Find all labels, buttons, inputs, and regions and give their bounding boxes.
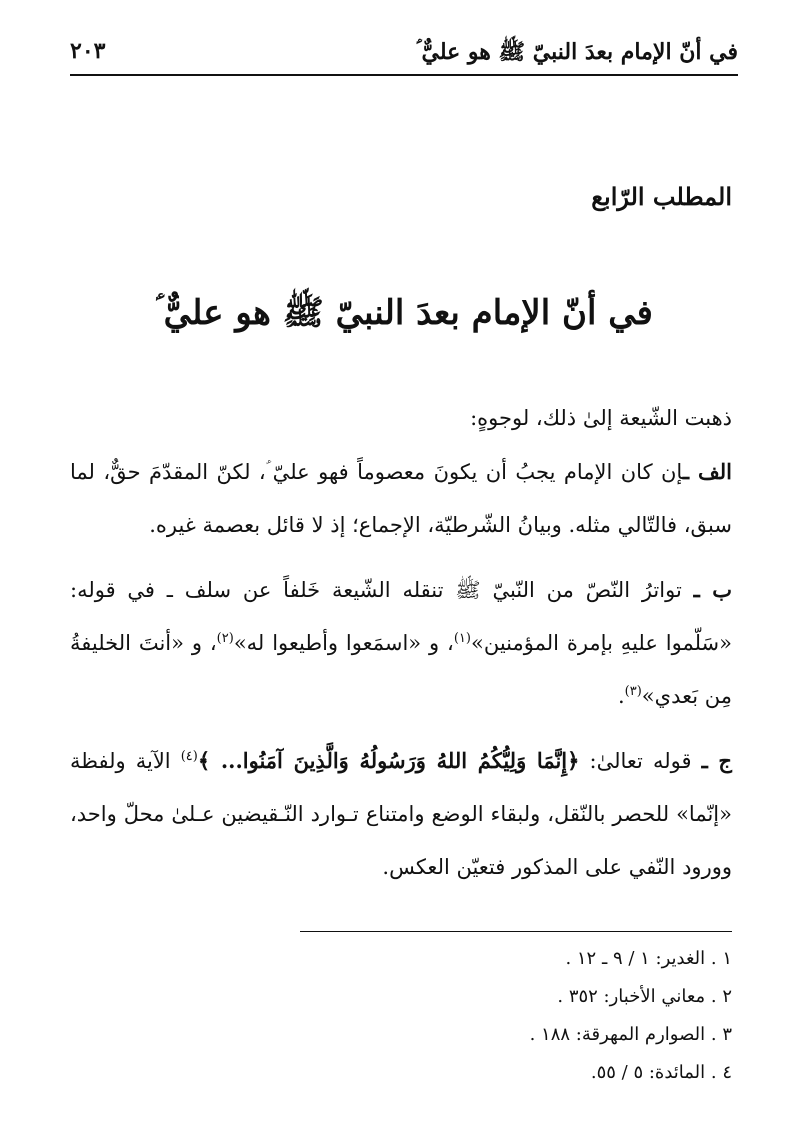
paragraph-marker: ب ـ xyxy=(693,577,733,602)
footnote-3: ٣ . الصوارم المهرقة: ١٨٨ . xyxy=(529,1024,732,1045)
main-text xyxy=(70,392,732,905)
paragraph-text: ، و «اسمَعوا وأطيعوا له» xyxy=(233,631,454,655)
quran-verse: ﴿إِنَّمَا وَلِيُّكُمُ اللهُ وَرَسُولُهُ وَالَّذِينَ آمَنُوا... ﴾ xyxy=(197,748,580,773)
footnote-1: ١ . الغدير: ١ / ٩ ـ ١٢ . xyxy=(565,948,732,969)
footnote-ref-2[interactable]: (٢) xyxy=(216,631,234,646)
paragraph-text: الآية ولفظة «إنّما» للحصر بالنّقل، ولبقاء الوضع وامتناع تـوارد النّـقيضين عـلىٰ محلّ واحد، وورود النّفي على المذكور فتعيّن العكس. xyxy=(70,749,732,879)
intro-paragraph: ذهبت الشّيعة إلىٰ ذلك، لوجوهٍ: xyxy=(470,406,732,430)
paragraph-ba xyxy=(70,563,732,723)
paragraph-marker: ج ـ xyxy=(701,748,732,773)
paragraph-text: تواترُ النّصّ من النّبيّ ﷺ تنقله الشّيعة خَلفاً عن سلف ـ في قوله: «سَلّموا عليهِ بإمرة المؤمنين» xyxy=(70,578,732,655)
footnote-divider xyxy=(300,931,732,932)
footnote-ref-3[interactable]: (٣) xyxy=(624,684,642,699)
chapter-title: في أنّ الإمام بعدَ النبيّ ﷺ هو عليٌّ ؑ xyxy=(155,293,653,333)
paragraph-text: . xyxy=(617,684,625,708)
running-title: في أنّ الإمام بعدَ النبيّ ﷺ هو عليٌّ ؑ xyxy=(415,39,738,65)
page-number: ٢٠٣ xyxy=(70,38,106,64)
footnote-2: ٢ . معاني الأخبار: ٣٥٢ . xyxy=(557,986,732,1007)
paragraph-jim xyxy=(70,734,732,894)
footnote-ref-4[interactable]: (٤) xyxy=(180,749,198,764)
paragraph-alif xyxy=(70,445,732,552)
footnotes xyxy=(232,940,732,1092)
section-label: المطلب الرّابع xyxy=(591,182,732,211)
footnote-4: ٤ . المائدة: ٥ / ٥٥. xyxy=(590,1062,732,1083)
paragraph-marker: الف ـ xyxy=(682,459,732,484)
paragraph-text: إن كان الإمام يجبُ أن يكونَ معصوماً فهو عليّ ؑ، لكنّ المقدّمَ حقٌّ، لما سبق، فالتّالي مثله. وبيانُ الشّرطيّة، الإجماع؛ إذ لا قائل بعصمة غيره. xyxy=(70,460,732,537)
paragraph-text: ، و «أنتَ الخليفةُ مِن بَعدي» xyxy=(70,631,732,708)
paragraph-text: قوله تعالىٰ: xyxy=(579,749,692,773)
page-header xyxy=(70,36,738,76)
footnote-ref-1[interactable]: (١) xyxy=(453,631,471,646)
